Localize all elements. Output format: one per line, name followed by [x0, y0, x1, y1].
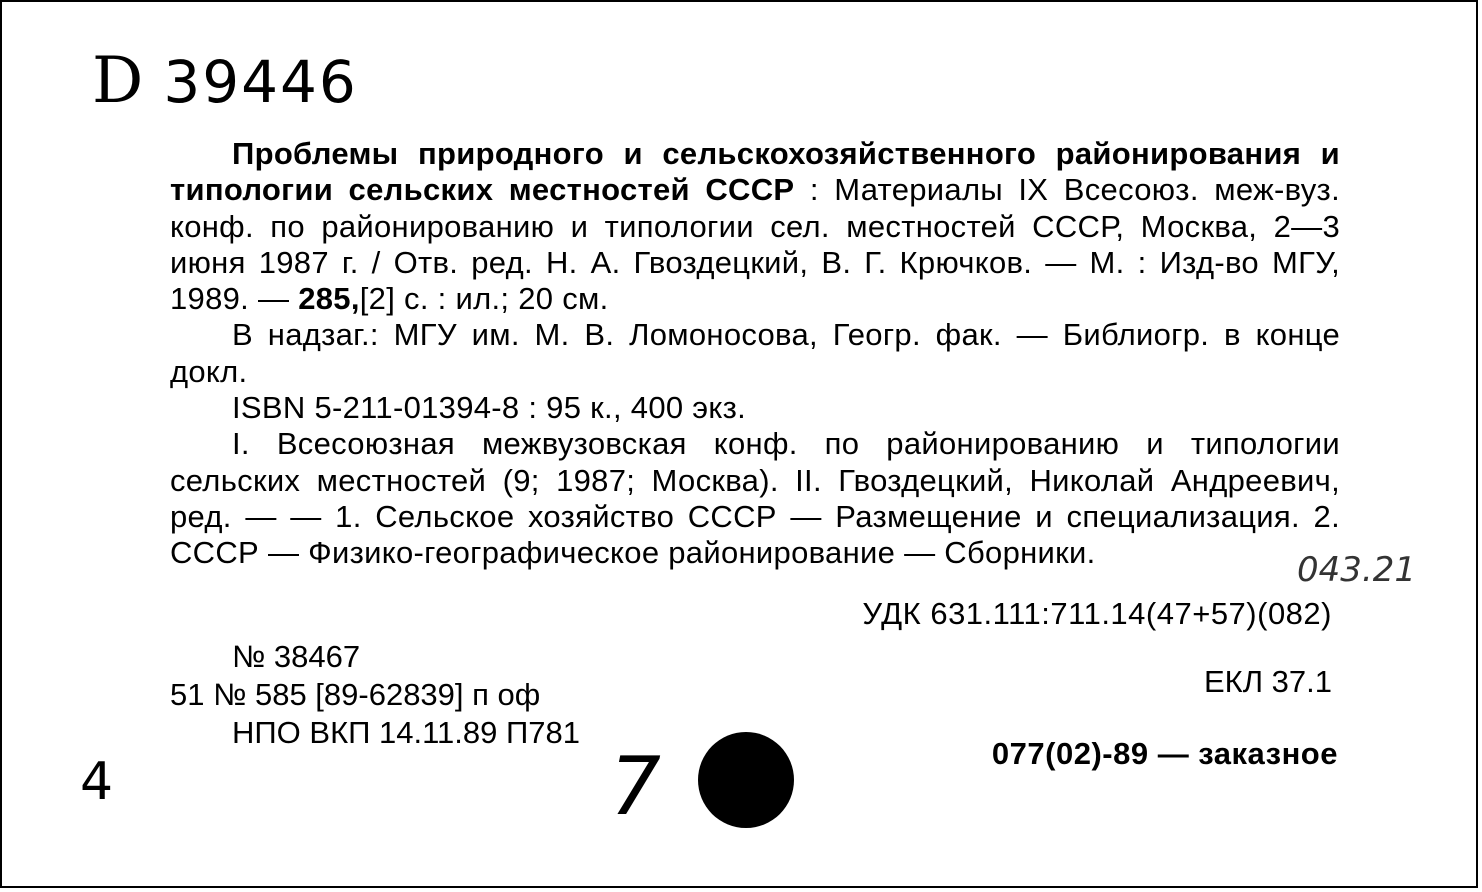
call-number-value: 39446: [163, 48, 358, 116]
card-metadata: [170, 638, 580, 752]
title-rest: : Материалы IX Всесоюз. меж-вуз. конф. по районированию и типологии сел. местностей СССР, Москва, 2—3 июня 1987 г. / Отв. ред. Н. А. Гвоздецкий, В. Г. Крючков. — М. : Изд-во МГУ, 1989. —: [170, 172, 1340, 317]
call-number: [92, 44, 358, 118]
npo-line: НПО ВКП 14.11.89 П781: [232, 715, 581, 750]
order-line: 51 № 585 [89-62839] п оф: [170, 677, 541, 712]
ekl-code: ЕКЛ 37.1: [1203, 664, 1332, 699]
black-dot-mark: [698, 732, 794, 828]
handwritten-mark-seven: 7: [610, 740, 661, 833]
call-number-prefix: D: [92, 44, 146, 118]
title-paragraph: [170, 136, 1340, 317]
udk-code: УДК 631.111:711.14(47+57)(082): [862, 596, 1332, 631]
isbn-paragraph: ISBN 5-211-01394-8 : 95 к., 400 экз.: [232, 390, 747, 426]
pages-rest: [2] с. : ил.; 20 см.: [359, 281, 609, 317]
bibliographic-description: [170, 136, 1340, 572]
record-number: № 38467: [232, 639, 361, 674]
tracings-paragraph: I. Всесоюзная межвузовская конф. по районированию и типологии сельских местностей (9; 1987; Москва). II. Гвоздецкий, Николай Андреевич, ред. — — 1. Сельское хозяйство СССР — Размещение и специализация. 2. СССР — Физико-географическое районирование — Сборники.: [170, 426, 1340, 571]
order-code: 077(02)-89 — заказное: [991, 736, 1338, 771]
handwritten-note: 043.21: [1297, 550, 1416, 590]
pages: 285,: [298, 281, 360, 317]
title-bold: Проблемы природного и сельскохозяйственного районирования и типологии сельских местностей СССР: [170, 136, 1340, 208]
note-paragraph: В надзаг.: МГУ им. М. В. Ломоносова, Геогр. фак. — Библиогр. в конце докл.: [170, 317, 1340, 389]
handwritten-mark-left: 4: [80, 752, 114, 812]
